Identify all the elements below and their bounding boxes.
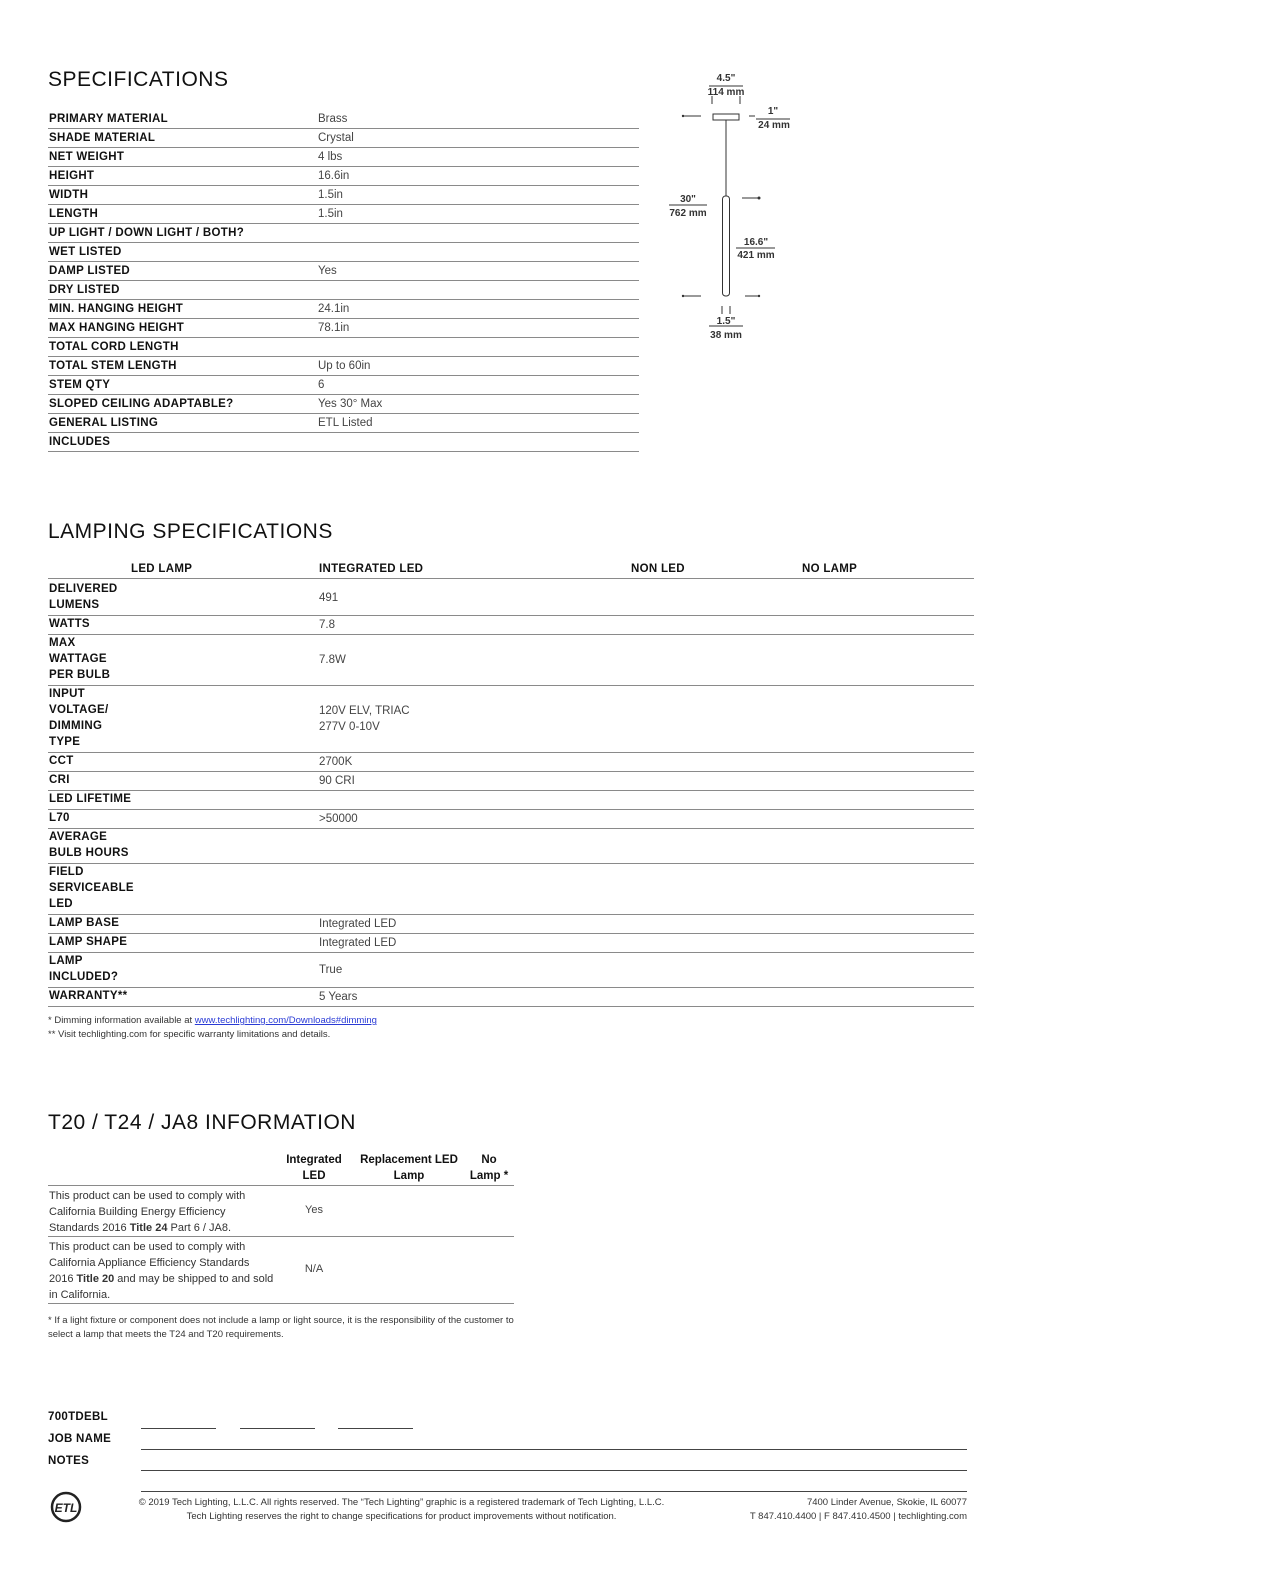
spec-label: STEM QTY	[49, 379, 111, 391]
canopy-height-label: 1"	[767, 106, 779, 117]
t20-header-integrated: Integrated LED	[286, 1154, 342, 1182]
spec-label: HEIGHT	[49, 170, 95, 182]
spec-value: Yes 30° Max	[318, 398, 383, 410]
spec-row	[48, 242, 639, 262]
spec-label: MAX HANGING HEIGHT	[49, 322, 185, 334]
spec-label: TOTAL CORD LENGTH	[49, 341, 179, 353]
spec-row	[48, 394, 639, 414]
signoff-line-1[interactable]	[141, 1428, 216, 1429]
spec-value: Brass	[318, 113, 348, 125]
lamping-row	[48, 863, 974, 915]
spec-label: MIN. HANGING HEIGHT	[49, 303, 184, 315]
lamping-row	[48, 987, 974, 1007]
spec-row	[48, 299, 639, 319]
spec-row	[48, 223, 639, 243]
spec-value: 4 lbs	[318, 151, 343, 163]
lamping-value: 491	[319, 592, 339, 604]
lamping-row	[48, 790, 974, 810]
spec-row	[48, 261, 639, 281]
copyright-text: © 2019 Tech Lighting, L.L.C. All rights reserved. The “Tech Lighting” graphic is a registered trademark of Tech Lighting, L.L.C.	[138, 1497, 665, 1508]
spec-label: GENERAL LISTING	[49, 417, 159, 429]
t20-footnote: * If a light fixture or component does not include a lamp or light source, it is the responsibility of the customer to select a lamp that meets the T24 and T20 requirements.	[48, 1315, 514, 1340]
spec-row	[48, 147, 639, 167]
lamping-label: LAMP BASE	[49, 917, 120, 929]
lamping-row	[48, 933, 974, 953]
spec-label: SHADE MATERIAL	[49, 132, 156, 144]
t20-row-title20-value: N/A	[304, 1263, 324, 1275]
job-name-line[interactable]	[141, 1449, 967, 1450]
spec-row	[48, 185, 639, 205]
lamping-label: WARRANTY**	[49, 990, 128, 1002]
t20-row-title24	[48, 1187, 514, 1237]
notes-line-2[interactable]	[141, 1491, 967, 1492]
t20-header-replacement: Replacement LED Lamp	[360, 1154, 458, 1182]
lamping-row	[48, 828, 974, 864]
lamping-label: WATTS	[49, 618, 90, 630]
spec-row	[48, 128, 639, 148]
lamping-label: LAMP SHAPE	[49, 936, 128, 948]
t20-row-title24-description: This product can be used to comply with California Building Energy Efficiency Standards 2016 Title 24 Part 6 / JA8.	[49, 1190, 246, 1234]
lamping-label: DELIVERED LUMENS	[49, 583, 118, 611]
lamping-row	[48, 914, 974, 934]
lamping-header-integrated-led: INTEGRATED LED	[319, 563, 424, 575]
spec-value: Crystal	[318, 132, 354, 144]
lamping-label: CCT	[49, 755, 74, 767]
dimming-note-text: * Dimming information available at	[48, 1015, 195, 1026]
t20-row-title24-value: Yes	[305, 1204, 323, 1216]
spec-label: LENGTH	[49, 208, 99, 220]
t20-row-title20	[48, 1238, 514, 1304]
spec-label: NET WEIGHT	[49, 151, 125, 163]
lamping-label: FIELD SERVICEABLE LED	[49, 866, 134, 910]
spec-label: WIDTH	[49, 189, 89, 201]
t20-row-title20-description: This product can be used to comply with California Appliance Efficiency Standards 2016 Title 20 and may be shipped to and sold in California.	[49, 1241, 274, 1301]
lamping-header-led-lamp: LED LAMP	[131, 563, 193, 575]
spec-value: 1.5in	[318, 189, 343, 201]
etl-logo-icon	[48, 1490, 92, 1524]
lamping-value: Integrated LED	[319, 937, 397, 949]
spec-label: DRY LISTED	[49, 284, 120, 296]
lamping-label: CRI	[49, 774, 70, 786]
lamping-row	[48, 634, 974, 686]
spec-value: ETL Listed	[318, 417, 373, 429]
notes-line-1[interactable]	[141, 1470, 967, 1471]
warranty-note: ** Visit techlighting.com for specific warranty limitations and details.	[48, 1029, 331, 1040]
spec-row	[48, 356, 639, 376]
lamping-label: LAMP INCLUDED?	[49, 955, 119, 983]
lamping-value: 7.8W	[319, 654, 346, 666]
canopy-width-label: 4.5"	[716, 73, 736, 84]
lamping-label: AVERAGE BULB HOURS	[49, 831, 129, 859]
spec-row	[48, 432, 639, 452]
lamping-value: Integrated LED	[319, 918, 397, 930]
address-text: 7400 Linder Avenue, Skokie, IL 60077	[806, 1497, 967, 1508]
lamping-value: True	[319, 964, 343, 976]
spec-row	[48, 318, 639, 338]
signoff-line-3[interactable]	[338, 1428, 413, 1429]
spec-label: PRIMARY MATERIAL	[49, 113, 168, 125]
lamping-label: INPUT VOLTAGE/ DIMMING TYPE	[49, 688, 109, 748]
lamping-value: 7.8	[319, 619, 335, 631]
lamping-title: LAMPING SPECIFICATIONS	[48, 520, 333, 543]
dimming-note	[48, 1015, 377, 1026]
spec-row	[48, 166, 639, 186]
dimension-diagram	[665, 68, 805, 348]
spec-label: SLOPED CEILING ADAPTABLE?	[49, 398, 234, 410]
spec-value: Yes	[318, 265, 337, 277]
spec-row	[48, 375, 639, 395]
contact-text: T 847.410.4400 | F 847.410.4500 | techlighting.com	[749, 1511, 967, 1522]
job-name-label: JOB NAME	[48, 1433, 112, 1445]
lamping-value: 5 Years	[319, 991, 358, 1003]
notes-label: NOTES	[48, 1455, 90, 1467]
canopy-width-mm-label: 114 mm	[707, 87, 745, 98]
spec-label: UP LIGHT / DOWN LIGHT / BOTH?	[49, 227, 245, 239]
spec-value: 16.6in	[318, 170, 350, 182]
lamping-row	[48, 580, 974, 616]
t20-header-no-lamp: No Lamp *	[469, 1154, 509, 1182]
lamping-header-non-led: NON LED	[631, 563, 685, 575]
body-width-label: 1.5"	[716, 316, 736, 327]
body-height-mm-label: 421 mm	[737, 250, 775, 261]
spec-row	[48, 413, 639, 433]
lamping-header-divider	[48, 578, 974, 579]
spec-label: TOTAL STEM LENGTH	[49, 360, 177, 372]
lamping-row	[48, 685, 974, 753]
rights-text: Tech Lighting reserves the right to change specifications for product improvements without notification.	[186, 1511, 617, 1522]
spec-label: WET LISTED	[49, 246, 122, 258]
lamping-row	[48, 615, 974, 635]
dimming-link[interactable]: www.techlighting.com/Downloads#dimming	[194, 1015, 377, 1026]
specifications-title: SPECIFICATIONS	[48, 68, 229, 91]
spec-row	[48, 204, 639, 224]
lamping-row	[48, 952, 974, 988]
lamping-row	[48, 752, 974, 772]
model-number: 700TDEBL	[48, 1411, 108, 1423]
footer-copyright	[119, 1496, 684, 1524]
etl-logo-text: ETL	[54, 1501, 78, 1515]
spec-value: 78.1in	[318, 322, 350, 334]
t20-title: T20 / T24 / JA8 INFORMATION	[48, 1111, 356, 1134]
spec-label: DAMP LISTED	[49, 265, 131, 277]
canopy-height-mm-label: 24 mm	[758, 120, 790, 131]
lamping-value: 120V ELV, TRIAC 277V 0-10V	[319, 705, 410, 733]
lamping-row	[48, 771, 974, 791]
lamping-value: 90 CRI	[319, 775, 355, 787]
spec-value: 24.1in	[318, 303, 350, 315]
overall-height-label: 30"	[680, 194, 696, 205]
t20-header-divider	[48, 1185, 514, 1186]
lamping-row	[48, 809, 974, 829]
footer-contact	[700, 1496, 967, 1524]
lamping-label: LED LIFETIME	[49, 793, 132, 805]
spec-row	[48, 109, 639, 129]
spec-value: Up to 60in	[318, 360, 371, 372]
overall-height-mm-label: 762 mm	[669, 208, 707, 219]
spec-row	[48, 280, 639, 300]
spec-value: 1.5in	[318, 208, 343, 220]
spec-value: 6	[318, 379, 325, 391]
spec-label: INCLUDES	[49, 436, 111, 448]
signoff-line-2[interactable]	[240, 1428, 315, 1429]
spec-row	[48, 337, 639, 357]
lamping-label: MAX WATTAGE PER BULB	[49, 637, 111, 681]
body-width-mm-label: 38 mm	[710, 330, 742, 341]
body-height-label: 16.6"	[743, 237, 769, 248]
lamping-value: >50000	[319, 813, 358, 825]
lamping-header-no-lamp: NO LAMP	[802, 563, 858, 575]
lamping-label: L70	[49, 812, 70, 824]
lamping-value: 2700K	[319, 756, 353, 768]
